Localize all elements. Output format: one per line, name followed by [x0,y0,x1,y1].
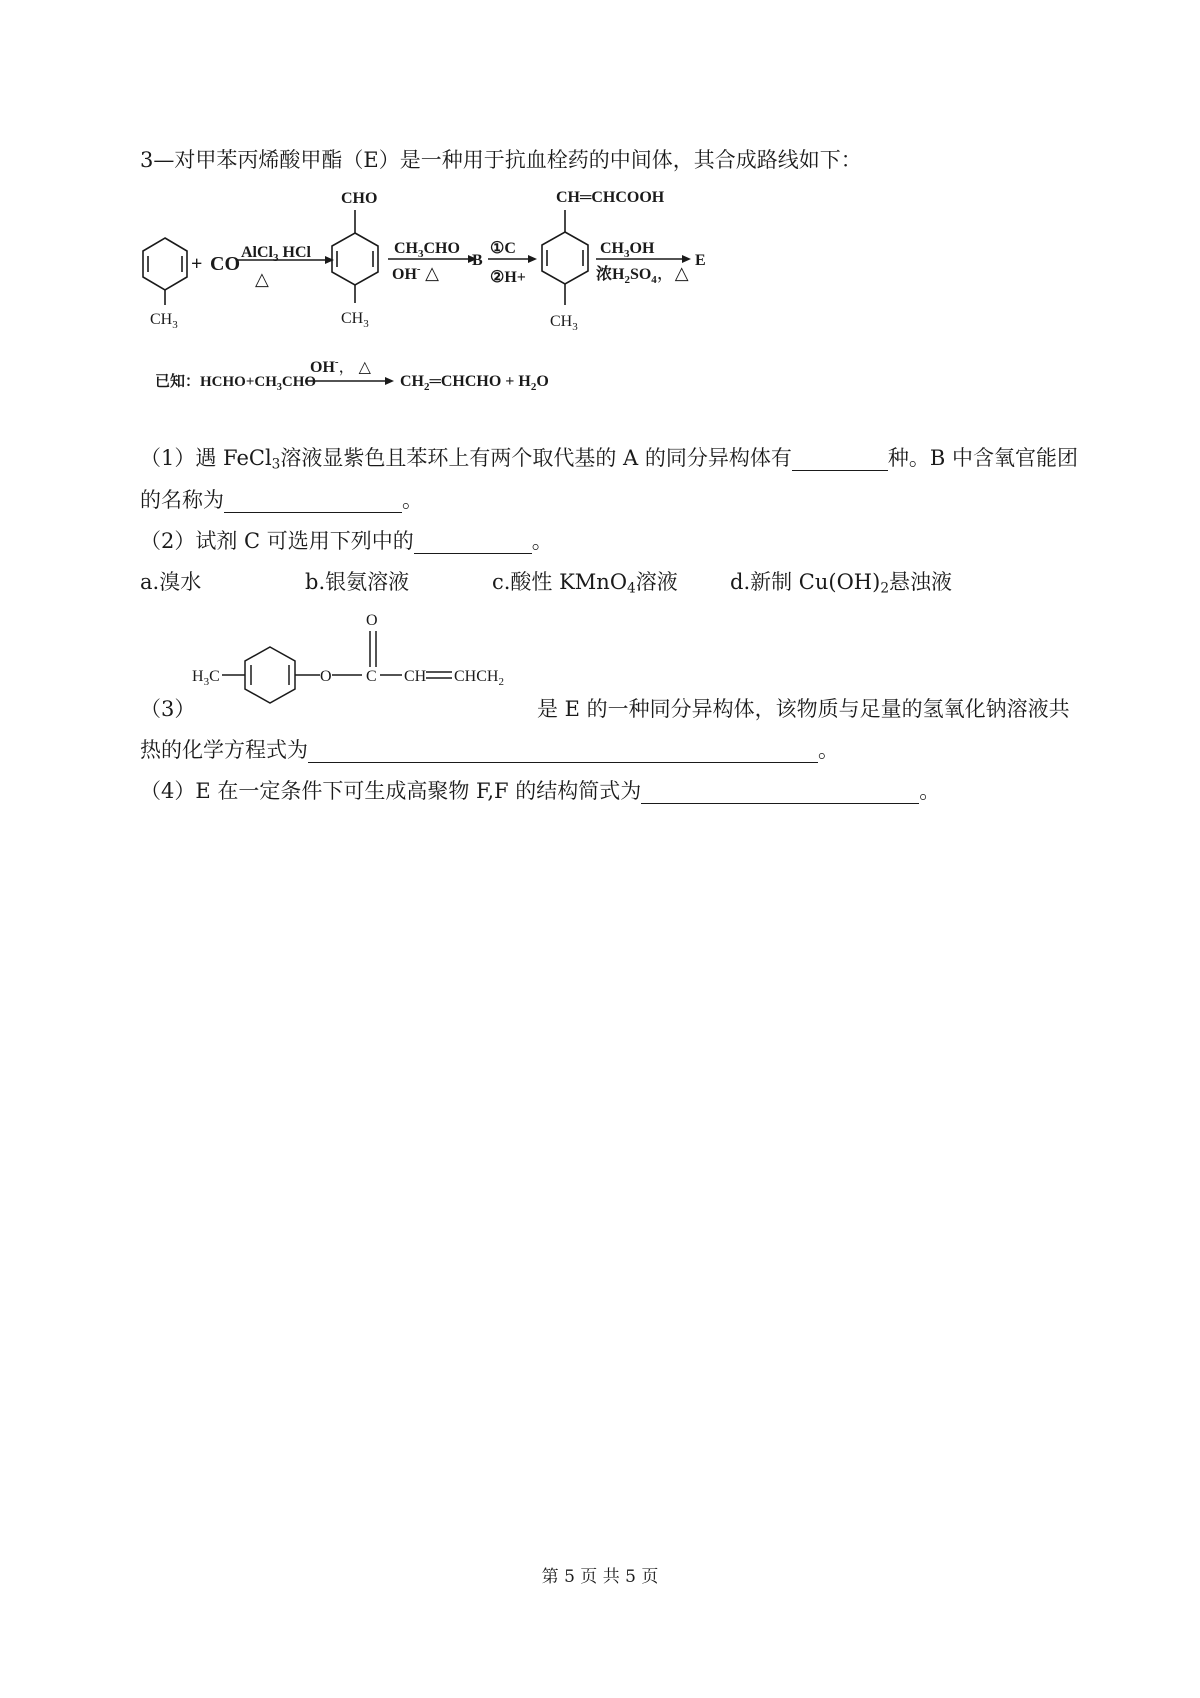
q3-carbonyl-oxygen: O [366,612,378,629]
acid-group: CH═CHCOOH [556,189,665,206]
svg-text:OH-， △: OH-， △ [310,356,371,376]
option-c: c.酸性 KMnO$_4$溶液 [492,570,678,597]
q1-answer-blank-count[interactable] [792,448,888,471]
q4-answer-blank[interactable] [641,781,919,804]
question-intro: 3—对甲苯丙烯酸甲酯（E）是一种用于抗血栓药的中间体，其合成路线如下： [140,148,862,172]
page-footer: 第 5 页 共 5 页 [541,1567,659,1587]
svg-text:CH3OH: $CH_3OH$ [600,240,655,260]
option-b: b.银氨溶液 [305,570,410,594]
q3-structure [190,605,550,715]
q3-ch: CH [404,668,427,685]
reactant-co: CO [210,253,240,275]
reagent3-top: ①C [490,240,516,257]
q3-carbon: C [366,668,377,685]
svg-text:CH3: $CH_3$ [150,311,178,331]
aldehyde-group: CHO [341,190,378,207]
svg-text:已知：HCHO+CH3CHO: 已知：$HCHO+CH_3CHO$ [155,374,317,393]
reagent3-bottom: ②H+ [490,269,526,286]
svg-text:+: + [191,253,203,275]
svg-text:CH3: $CH_3$ [341,310,369,330]
toluene-ring [143,238,187,290]
q3-ester-oxygen: O [320,668,332,685]
svg-text:CH2═CHCHO + H2O: $CH_2═CHCHO + H_2O$ [400,373,549,393]
q4-line: （4）E 在一定条件下可生成高聚物 F,F 的结构简式为 。 [140,779,941,803]
q2-answer-blank[interactable] [414,531,532,554]
q3-line1: 是 E 的一种同分异构体，该物质与足量的氢氧化钠溶液共 [537,697,1070,721]
q3-answer-blank[interactable] [308,740,818,763]
svg-text:CH3CHO: $CH_3CHO$ [394,240,460,260]
svg-text:OH- △: OH- △ [392,263,439,283]
intermediate-b: B [472,252,483,269]
q1-line2: 的名称为 。 [140,488,423,512]
svg-text:CH3: $CH_3$ [550,313,578,333]
svg-text:H3C: $H_3C$ [192,668,220,688]
svg-text:AlCl3 HCl: AlCl$_3$ HCl [241,244,311,264]
q1-answer-blank-group[interactable] [224,490,402,513]
synthesis-scheme [0,0,1200,420]
svg-text:浓H2SO4，△: 浓$H_2SO_4$，△ [596,263,689,286]
acid-ring [542,232,588,284]
q3-label: （3） [140,697,196,721]
option-a: a.溴水 [140,570,202,594]
product-e: E [695,252,706,269]
aldehyde-ring [332,233,378,285]
q1-line1: （1）遇 FeCl$_3$溶液显紫色且苯环上有两个取代基的 A 的同分异构体有 种。B 中含氧官能团 [140,446,1078,473]
reagent1-delta: △ [255,269,269,289]
svg-text:CHCH2: $CHCH_2$ [454,668,504,688]
q3-line2: 热的化学方程式为 。 [140,738,839,762]
q2-line: （2）试剂 C 可选用下列中的 。 [140,529,553,553]
option-d: d.新制 $Cu(OH)_2$悬浊液 [730,570,952,597]
q3-benzene-ring [245,647,295,703]
